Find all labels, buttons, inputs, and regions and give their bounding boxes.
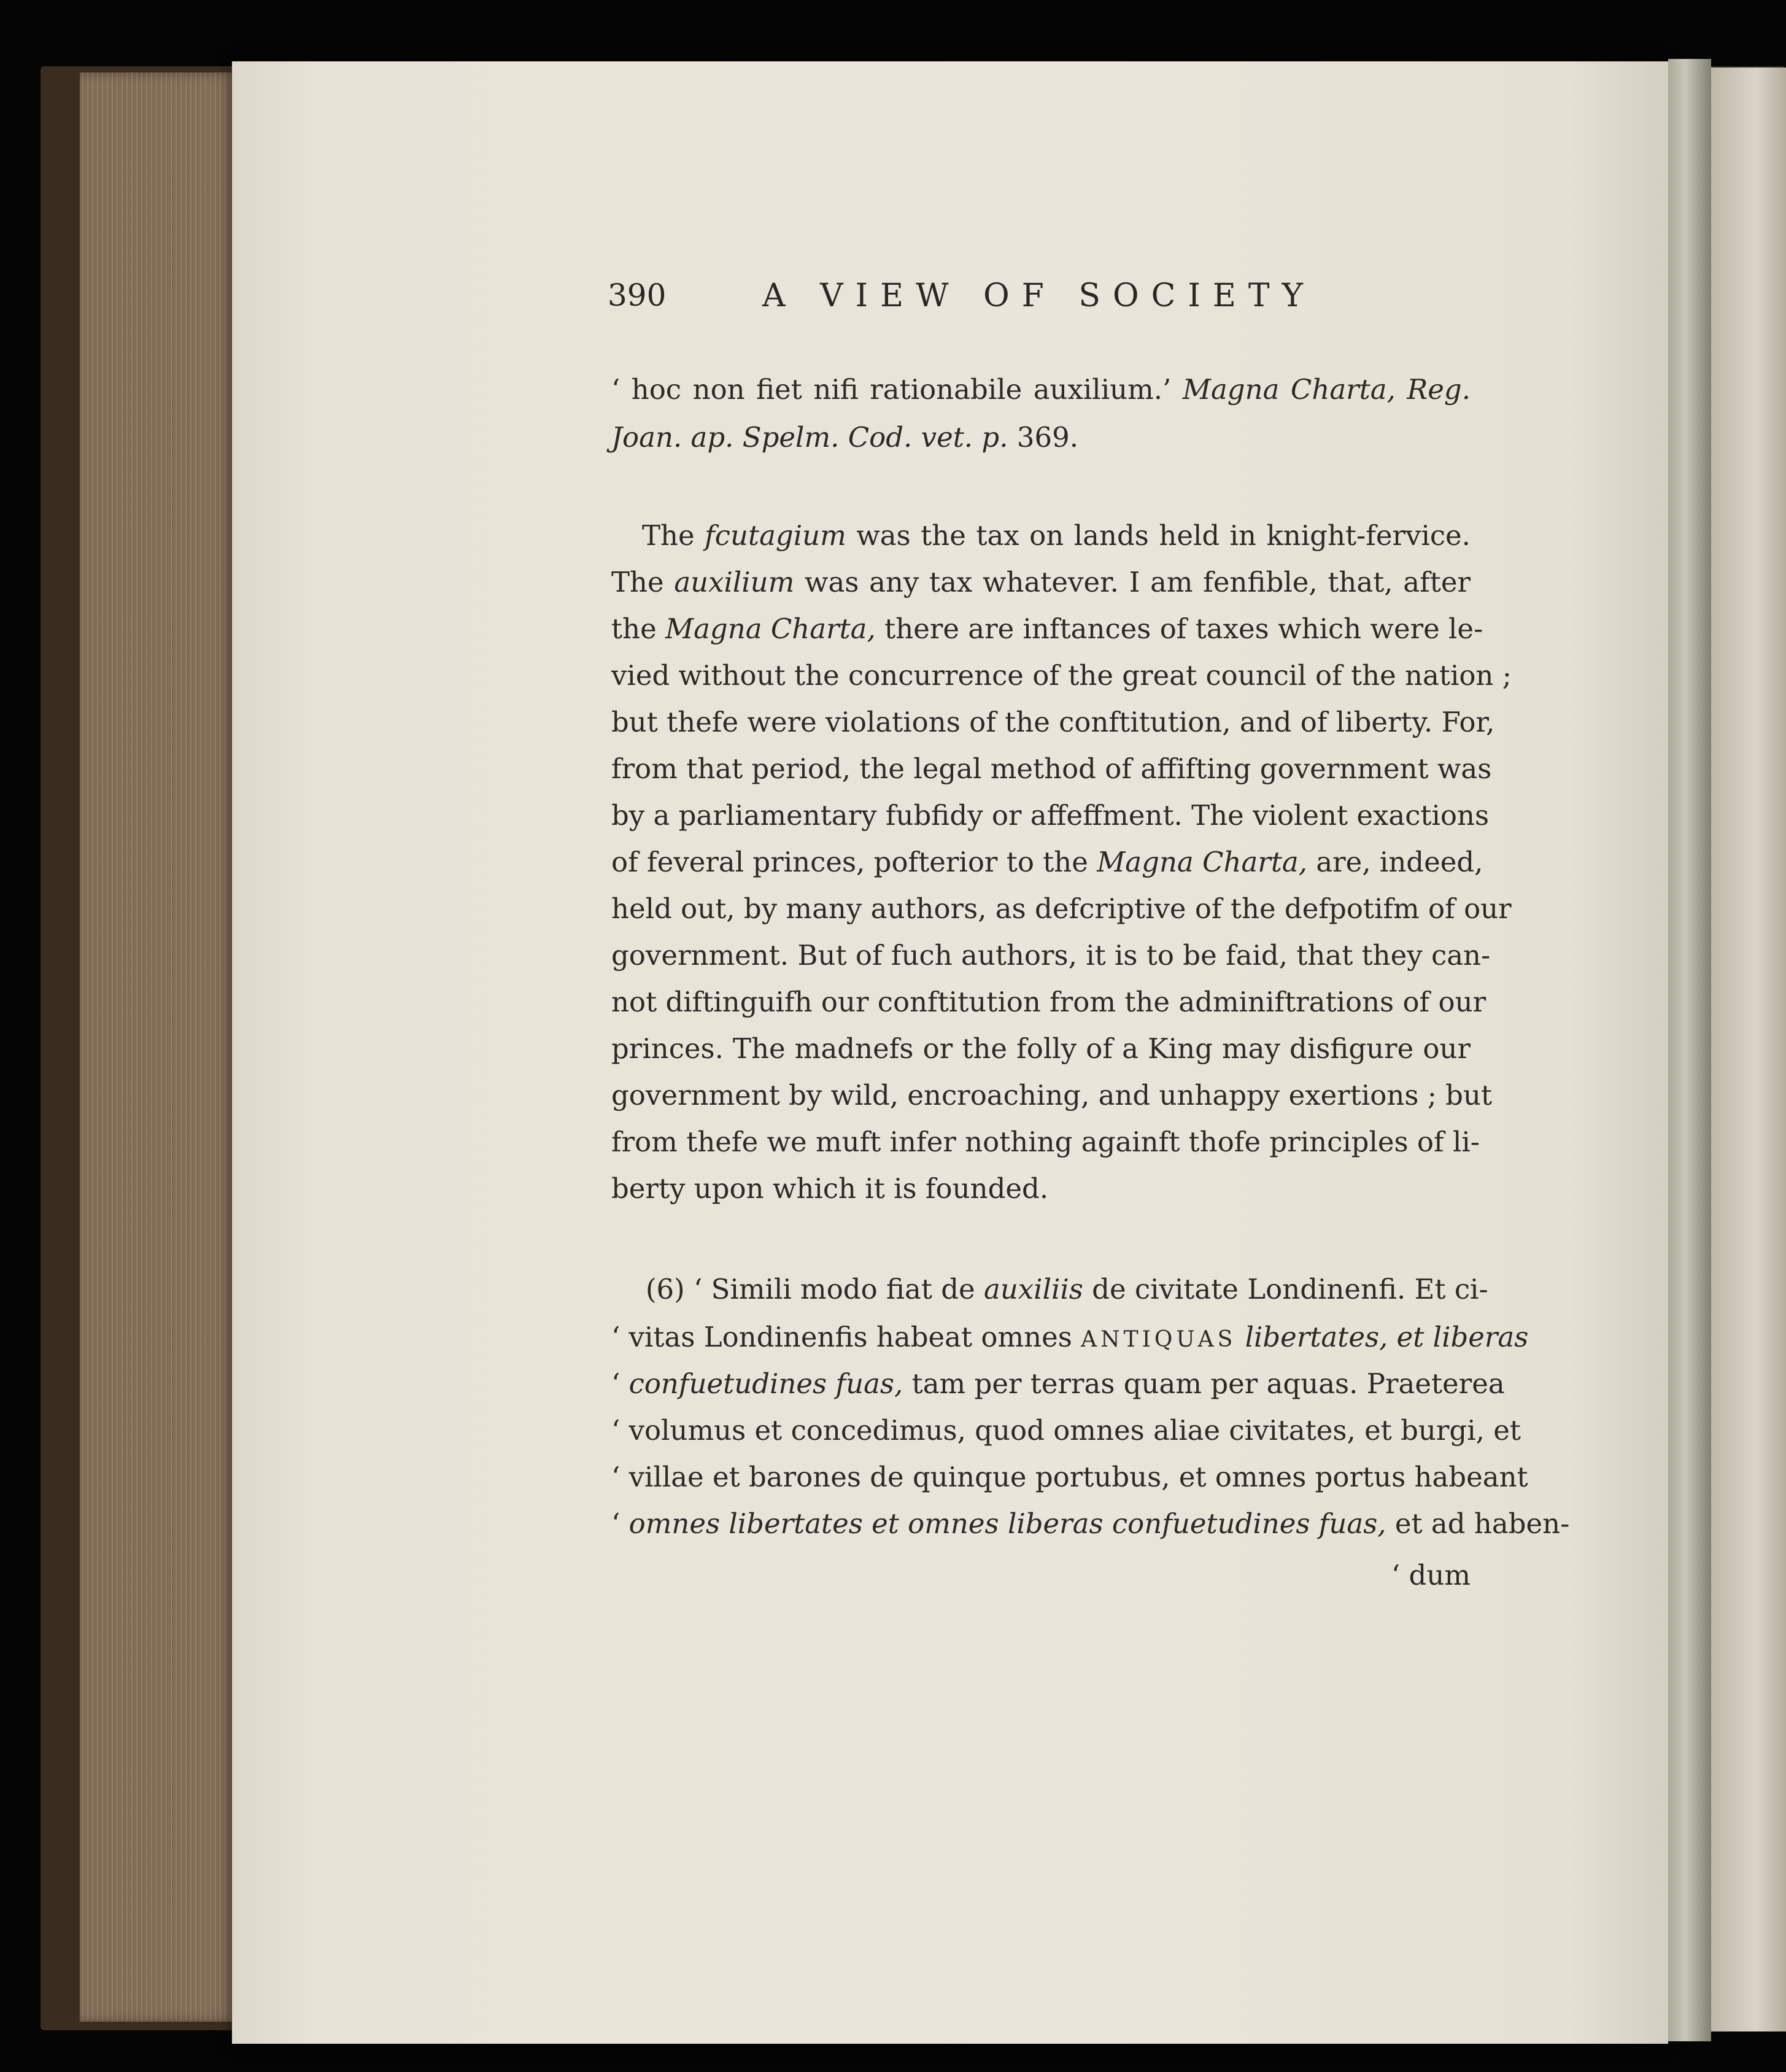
note6-line-6: ‘ omnes libertates et omnes liberas confuetudines fuas, et ad haben- (611, 1507, 1570, 1540)
note-line-4: vied without the concurrence of the great council of the nation ; (611, 659, 1512, 692)
catchword: ‘ dum (1391, 1559, 1471, 1591)
note-line-10: government. But of fuch authors, it is to be faid, that they can- (611, 939, 1491, 972)
note-line-9: held out, by many authors, as defcriptive of the defpotifm of our (611, 892, 1512, 925)
note6-line-5: ‘ villae et barones de quinque portubus, et omnes portus habeant (611, 1461, 1528, 1493)
book-gutter (1668, 59, 1711, 2041)
note-line-8: of feveral princes, pofterior to the Magna Charta, are, indeed, (611, 846, 1483, 878)
running-title: A VIEW OF SOCIETY (762, 277, 1315, 314)
note6-line-1: (6) ‘ Simili modo fiat de auxiliis de civitate Londinenfi. Et ci- (646, 1273, 1488, 1305)
note6-line-2: ‘ vitas Londinenfis habeat omnes ANTIQUAS libertates, et liberas (611, 1321, 1529, 1353)
note-line-2: The auxilium was any tax whatever. I am fenfible, that, after (611, 566, 1471, 598)
note-line-5: but thefe were violations of the conftitution, and of liberty. For, (611, 706, 1495, 738)
note6-line-3: ‘ confuetudines fuas, tam per terras quam per aquas. Praeterea (611, 1367, 1505, 1400)
citation-line-1: ‘ hoc non fiet nifi rationabile auxilium.’ Magna Charta, Reg. (611, 373, 1471, 406)
note-line-3: the Magna Charta, there are inftances of taxes which were le- (611, 613, 1483, 645)
note-line-15: berty upon which it is founded. (611, 1172, 1049, 1205)
citation-line-2: Joan. ap. Spelm. Cod. vet. p. 369. (611, 421, 1079, 454)
page-number: 390 (608, 277, 667, 313)
note-line-6: from that period, the legal method of affifting government was (611, 752, 1492, 785)
note-line-1: The fcutagium was the tax on lands held in knight-fervice. (642, 519, 1471, 552)
note6-line-4: ‘ volumus et concedimus, quod omnes aliae civitates, et burgi, et (611, 1414, 1521, 1447)
note-line-12: princes. The madnefs or the folly of a King may disfigure our (611, 1032, 1471, 1065)
facing-page-edge (1711, 68, 1786, 2031)
running-header (608, 277, 1344, 320)
note-line-13: government by wild, encroaching, and unhappy exertions ; but (611, 1079, 1493, 1111)
note-line-7: by a parliamentary fubfidy or affeffment. The violent exactions (611, 799, 1490, 832)
note-line-14: from thefe we muft infer nothing againft thofe principles of li- (611, 1126, 1480, 1158)
note-line-11: not diftinguifh our conftitution from the adminiftrations of our (611, 986, 1486, 1018)
page-block-edges (80, 72, 239, 2022)
